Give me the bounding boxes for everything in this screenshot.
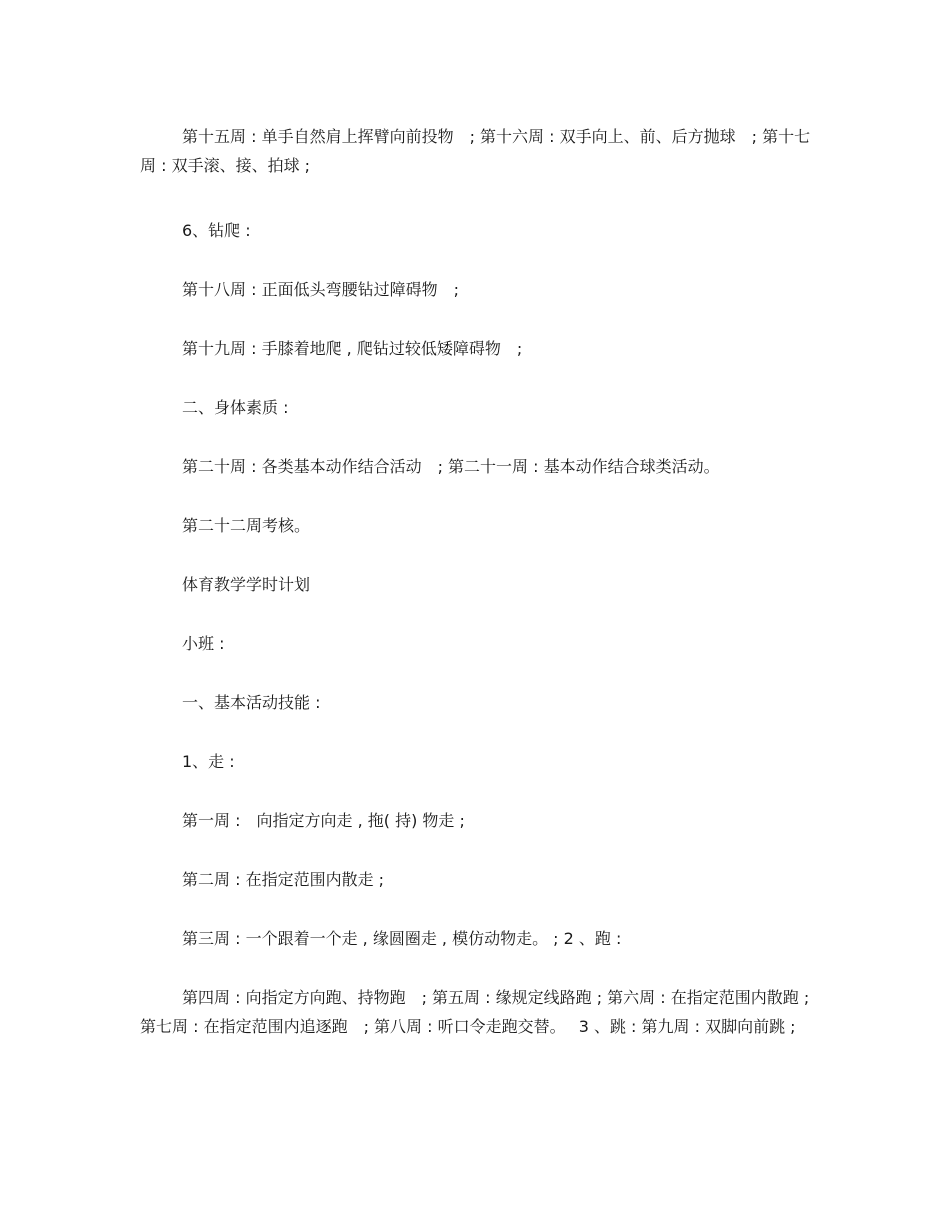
paragraph-week19: 第十九周 : 手膝着地爬 , 爬钻过较低矮障碍物 ;	[182, 339, 523, 358]
paragraph-week3: 第三周 : 一个跟着一个走 , 缘圆圈走 , 模仿动物走。 ; 2 、跑 :	[182, 929, 622, 948]
paragraph-week2: 第二周 : 在指定范围内散走 ;	[182, 870, 385, 889]
heading-crawl: 6、钻爬 :	[182, 221, 251, 240]
heading-physical-fitness: 二、身体素质 :	[182, 398, 289, 417]
paragraph-week1: 第一周 : 向指定方向走 , 拖( 持) 物走 ;	[182, 811, 465, 830]
paragraph-week4-9: 第四周 : 向指定方向跑、持物跑 ; 第五周 : 缘规定线路跑 ; 第六周 : 在指定范围内散跑 ; 第七周 : 在指定范围内追逐跑 ; 第八周 : 听口令走跑交替。 3 、跳 : 第九周 : 双脚向前跳 ;	[140, 988, 815, 1036]
paragraph-week20-21: 第二十周 : 各类基本动作结合活动 ; 第二十一周 : 基本动作结合球类活动。	[182, 457, 720, 476]
heading-walk: 1、走 :	[182, 752, 235, 771]
heading-basic-skills: 一、基本活动技能 :	[182, 693, 321, 712]
paragraph-week18: 第十八周 : 正面低头弯腰钻过障碍物 ;	[182, 280, 459, 299]
paragraph-week15-17: 第十五周 : 单手自然肩上挥臂向前投物 ; 第十六周 : 双手向上、前、后方抛球 ; 第十七周 : 双手滚、接、拍球 ;	[140, 127, 811, 175]
section-title: 体育教学学时计划	[182, 575, 311, 594]
class-label: 小班 :	[182, 634, 225, 653]
paragraph-week22: 第二十二周考核。	[182, 516, 311, 535]
